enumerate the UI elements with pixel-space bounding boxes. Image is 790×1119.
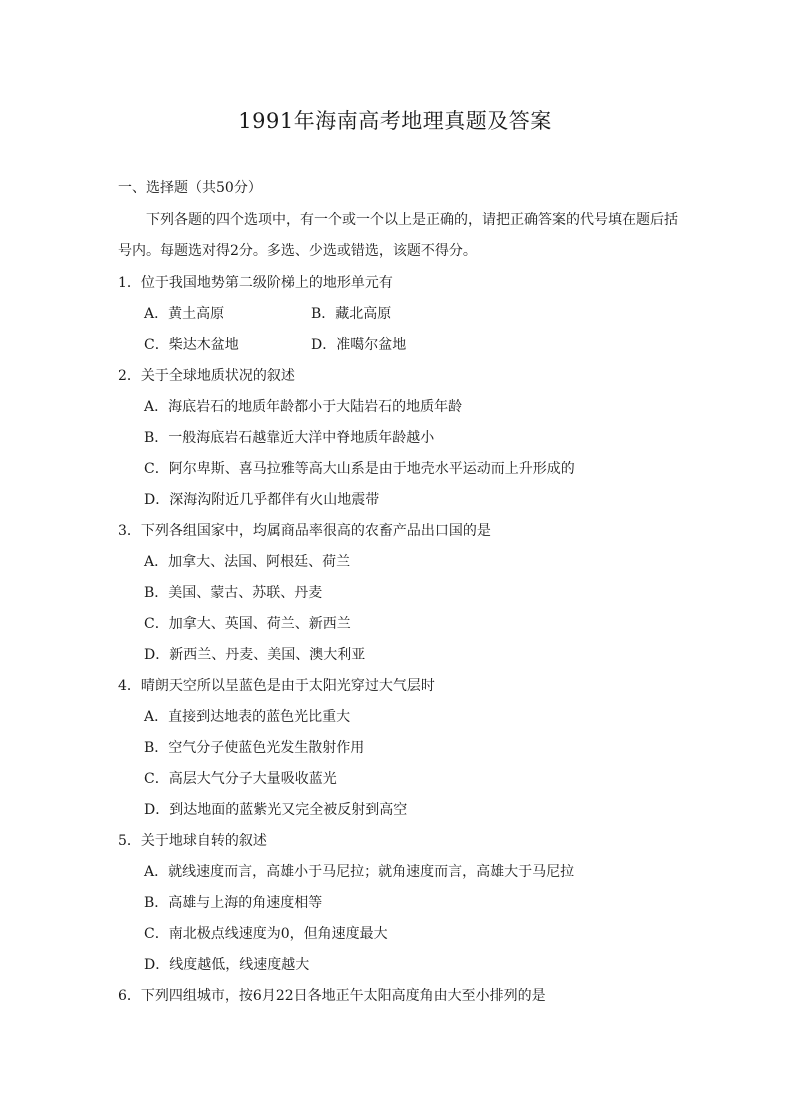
option: B．空气分子使蓝色光发生散射作用 xyxy=(144,740,365,756)
option: A．海底岩石的地质年龄都小于大陆岩石的地质年龄 xyxy=(144,399,463,415)
section-heading: 一、选择题（共50分） xyxy=(118,180,262,196)
option: A．直接到达地表的蓝色光比重大 xyxy=(144,709,351,725)
option: C．柴达木盆地 xyxy=(144,337,239,353)
option: B．一般海底岩石越靠近大洋中脊地质年龄越小 xyxy=(144,430,435,446)
option: B．高雄与上海的角速度相等 xyxy=(144,895,323,911)
option-row xyxy=(118,330,678,361)
option: D．准噶尔盆地 xyxy=(311,337,407,353)
option: C．高层大气分子大量吸收蓝光 xyxy=(144,771,337,787)
question-stem: 4．晴朗天空所以呈蓝色是由于太阳光穿过大气层时 xyxy=(118,678,435,694)
question-stem: 1．位于我国地势第二级阶梯上的地形单元有 xyxy=(118,275,393,291)
option: A．黄土高原 xyxy=(144,306,225,322)
option: D．到达地面的蓝紫光又完全被反射到高空 xyxy=(144,802,408,818)
question-stem: 5．关于地球自转的叙述 xyxy=(118,833,267,849)
question-list xyxy=(118,268,678,1012)
option: D．深海沟附近几乎都伴有火山地震带 xyxy=(144,492,380,508)
option: D．线度越低，线速度越大 xyxy=(144,957,310,973)
option: A．加拿大、法国、阿根廷、荷兰 xyxy=(144,554,351,570)
option: C．南北极点线速度为0，但角速度最大 xyxy=(144,926,388,942)
question-stem: 3．下列各组国家中，均属商品率很高的农畜产品出口国的是 xyxy=(118,523,491,539)
question-stem: 6．下列四组城市，按6月22日各地正午太阳高度角由大至小排列的是 xyxy=(118,988,546,1004)
page-title: 1991年海南高考地理真题及答案 xyxy=(238,109,552,133)
option: B．美国、蒙古、苏联、丹麦 xyxy=(144,585,323,601)
instructions-paragraph: 下列各题的四个选项中，有一个或一个以上是正确的，请把正确答案的代号填在题后括号内。每题选对得2分。多选、少选或错选，该题不得分。 xyxy=(118,212,678,259)
question-stem: 2．关于全球地质状况的叙述 xyxy=(118,368,295,384)
option: B．藏北高原 xyxy=(311,306,392,322)
option: D．新西兰、丹麦、美国、澳大利亚 xyxy=(144,647,366,663)
option: A．就线速度而言，高雄小于马尼拉；就角速度而言，高雄大于马尼拉 xyxy=(144,864,575,880)
option-row xyxy=(118,299,678,330)
option: C．加拿大、英国、荷兰、新西兰 xyxy=(144,616,351,632)
option: C．阿尔卑斯、喜马拉雅等高大山系是由于地壳水平运动而上升形成的 xyxy=(144,461,575,477)
